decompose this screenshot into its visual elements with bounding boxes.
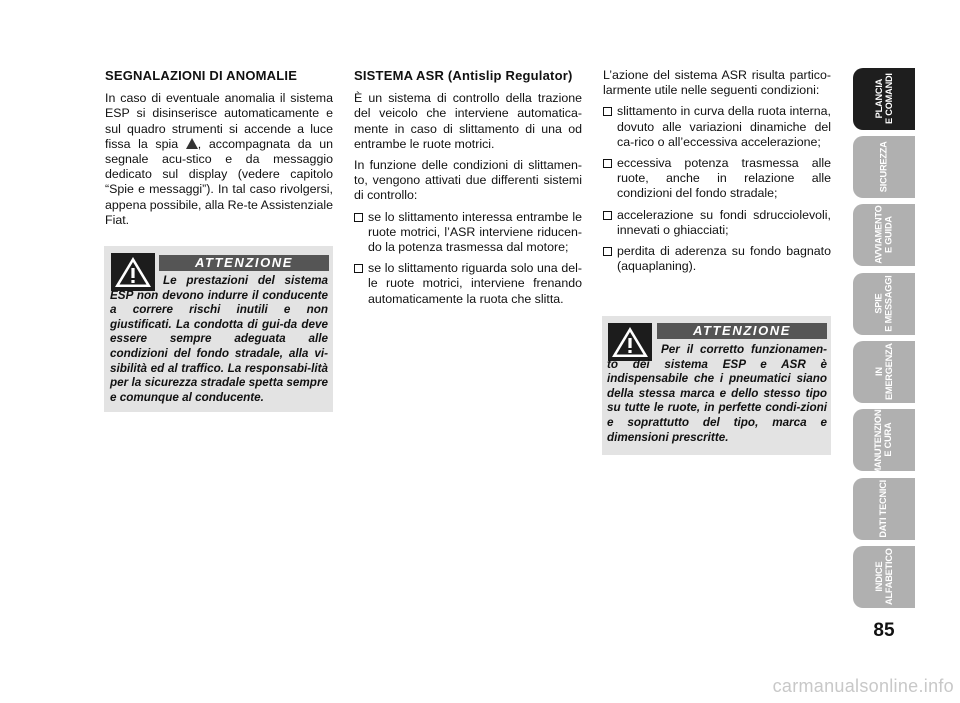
list-item [603,104,831,150]
tab-in-emergenza[interactable] [853,341,915,403]
tab-plancia-e-comandi[interactable] [853,68,915,130]
bullet-list [603,104,831,274]
checkbox-bullet-icon [603,211,612,220]
tab-spie-e-messaggi[interactable] [853,273,915,335]
attention-title: ATTENZIONE [657,323,827,339]
list-item [354,261,582,307]
checkbox-bullet-icon [603,107,612,116]
tab-label: AVVIAMENTO E GUIDA [873,205,893,265]
list-item-text: slittamento in curva della ruota interna, dovuto alle variazioni dinamiche del ca-rico o all’eccessiva accelerazione; [617,104,831,149]
paragraph-text: , accompagnata da un segnale acu-stico e da messaggio dedicato sul display (vedere capitolo “Spie e messaggi”). In tal caso rivolgersi, appena possibile, alla Re-te Assistenziale Fiat. [105,136,333,227]
paragraph: In funzione delle condizioni di slittamen-to, vengono attivati due differenti sistemi di controllo: [354,158,582,203]
list-item [354,210,582,256]
checkbox-bullet-icon [603,159,612,168]
list-item-text: eccessiva potenza trasmessa alle ruote, anche in relazione alle condizioni del fondo stradale; [617,156,831,201]
tab-label: INDICE ALFABETICO [873,548,893,606]
list-item-text: accelerazione su fondi sdrucciolevoli, innevati o ghiacciati; [617,207,831,237]
list-item [603,156,831,202]
footer-watermark: carmanualsonline.info [772,676,954,696]
tab-sicurezza[interactable] [853,136,915,198]
list-item-text: perdita di aderenza su fondo bagnato (aquaplaning). [617,244,831,274]
list-item-text: se lo slittamento interessa entrambe le ruote motrici, l’ASR interviene riducen-do la potenza trasmessa dal motore; [368,209,582,255]
column-anomalie [105,68,333,234]
tab-label: DATI TECNICI [878,480,889,538]
section-heading: SISTEMA ASR (Antislip Regulator) [354,68,573,83]
tab-label: IN EMERGENZA [873,343,893,401]
checkbox-bullet-icon [354,264,363,273]
checkbox-bullet-icon [354,213,363,222]
section-heading: SEGNALAZIONI DI ANOMALIE [105,68,298,83]
paragraph-text: In caso di eventuale anomalia il sistema ESP si disinserisce automaticamente e sul quadro strumenti si accende a luce fissa la spia [105,91,333,151]
column-asr [354,68,582,313]
list-item [603,208,831,238]
attention-title: ATTENZIONE [159,255,329,271]
tab-avviamento-e-guida[interactable] [853,204,915,266]
tab-label: PLANCIA E COMANDI [873,73,893,125]
attention-box [602,316,831,455]
tab-indice-alfabetico[interactable] [853,546,915,608]
paragraph [105,91,333,228]
tab-dati-tecnici[interactable] [853,478,915,540]
column-asr-conditions [603,68,831,280]
tab-manutenzione-e-cura[interactable] [853,404,915,476]
tab-label: MANUTENZIONE E CURA [873,404,894,476]
attention-text: Per il corretto funzionamen-to dei sistema ESP e ASR è indispensabile che i pneumatici siano della stessa marca e dello stesso tipo su tutte le ruote, in perfette condi-zioni e soprattutto del tipo, marca e dimensioni prescritte. [607,343,827,444]
tab-label: SICUREZZA [878,141,889,193]
warning-light-icon [186,138,198,149]
attention-text: Le prestazioni del sistema ESP non devono indurre il conducente a correre rischi inutili e non giustificati. La condotta di gui-da deve essere sempre adeguata alle condizioni del fondo stradale, alla vi-sibilità ed al traffico. La responsabi-lità per la sicurezza stradale spetta sempre e comunque al conducente. [110,274,328,404]
tab-label: SPIE E MESSAGGI [873,275,893,333]
paragraph: È un sistema di controllo della trazione del veicolo che interviene automatica-mente in caso di slittamento di una od entrambe le ruote motrici. [354,91,582,151]
paragraph: L’azione del sistema ASR risulta partico-larmente utile nelle seguenti condizioni: [603,68,831,98]
attention-box [104,246,333,412]
checkbox-bullet-icon [603,247,612,256]
bullet-list [354,210,582,307]
page-number: 85 [873,620,895,641]
list-item [603,244,831,274]
list-item-text: se lo slittamento riguarda solo una del-le ruote motrici, interviene frenando automaticamente la ruota che slitta. [368,261,582,306]
